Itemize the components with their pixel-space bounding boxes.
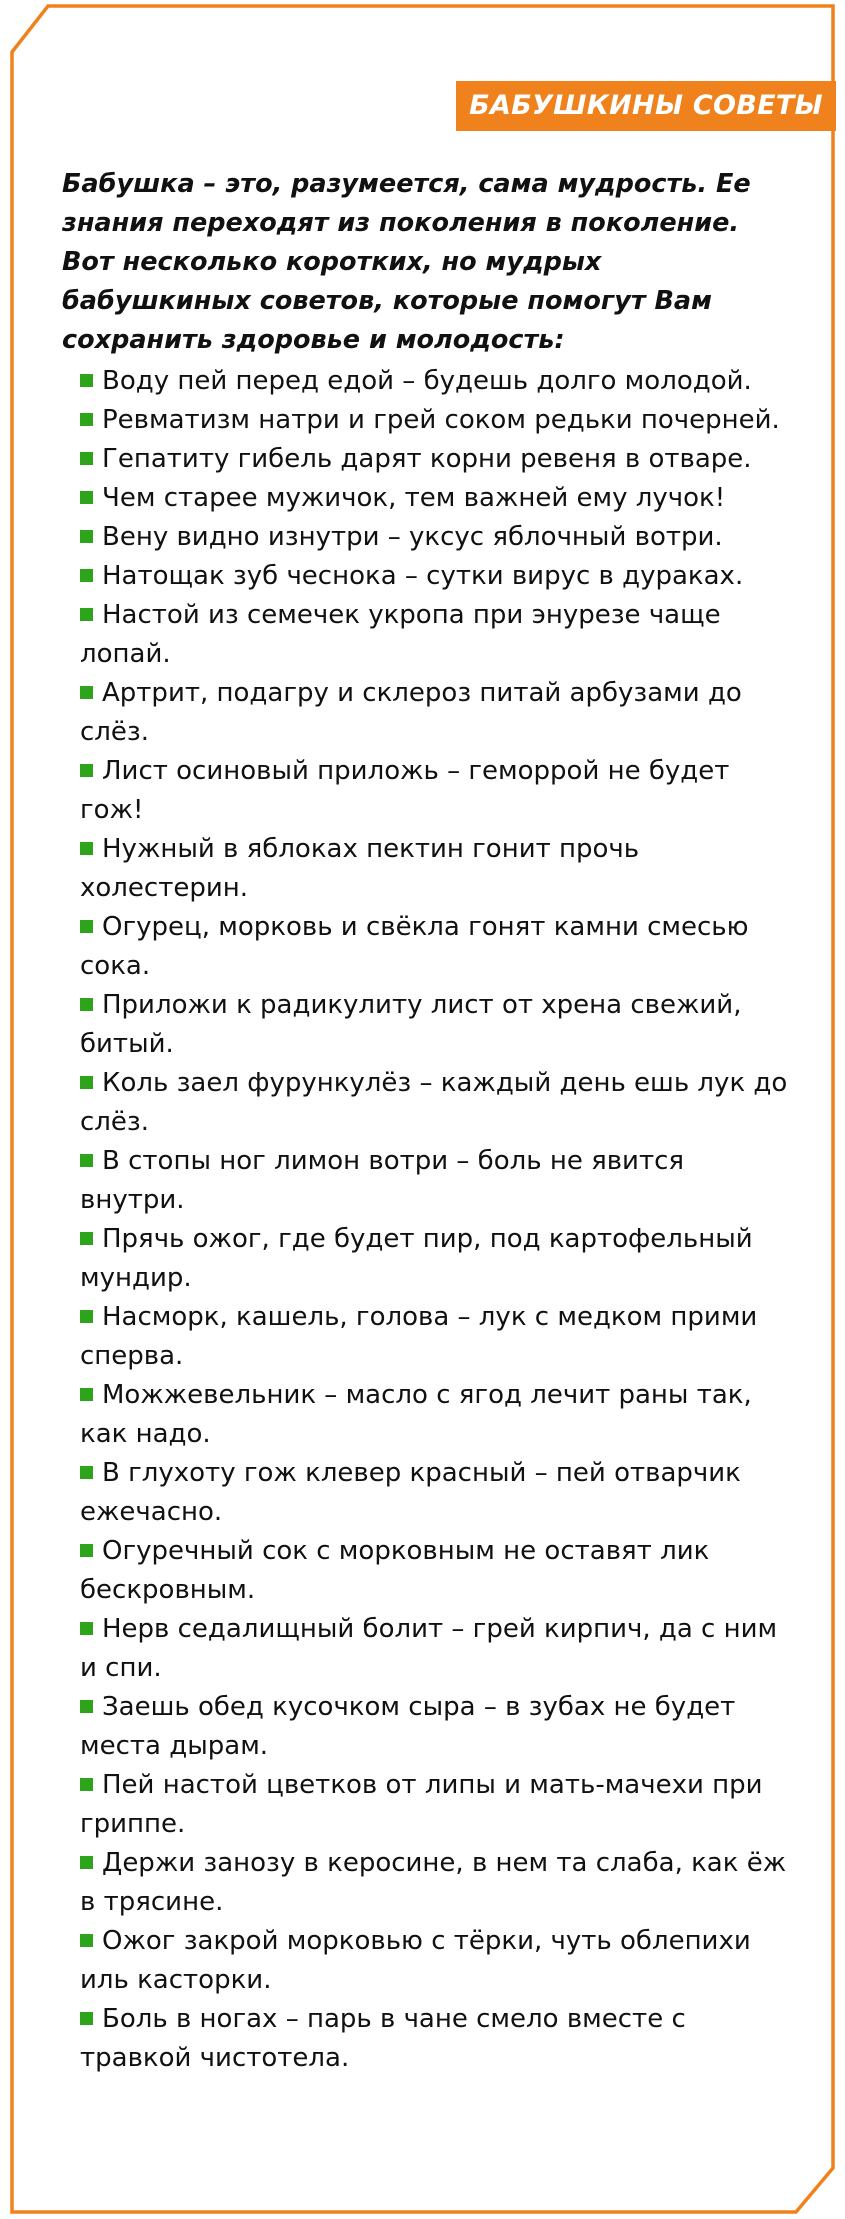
tip-item <box>80 986 792 1064</box>
section-title-badge: БАБУШКИНЫ СОВЕТЫ <box>456 81 836 131</box>
tip-text: Ревматизм натри и грей соком редьки почерней. <box>102 405 780 435</box>
green-square-bullet-icon <box>80 530 93 543</box>
green-square-bullet-icon <box>80 1388 93 1401</box>
green-square-bullet-icon <box>80 413 93 426</box>
tip-item <box>80 1142 792 1220</box>
tip-text: Прячь ожог, где будет пир, под картофельный мундир. <box>80 1224 753 1293</box>
green-square-bullet-icon <box>80 1622 93 1635</box>
green-square-bullet-icon <box>80 1778 93 1791</box>
green-square-bullet-icon <box>80 1154 93 1167</box>
tip-text: Артрит, подагру и склероз питай арбузами до слёз. <box>80 678 742 747</box>
green-square-bullet-icon <box>80 1700 93 1713</box>
tip-item <box>80 1532 792 1610</box>
green-square-bullet-icon <box>80 569 93 582</box>
tip-item <box>80 2000 792 2078</box>
green-square-bullet-icon <box>80 998 93 1011</box>
tip-text: Держи занозу в керосине, в нем та слаба, как ёж в трясине. <box>80 1848 787 1917</box>
green-square-bullet-icon <box>80 374 93 387</box>
tip-text: Насморк, кашель, голова – лук с медком прими сперва. <box>80 1302 758 1371</box>
tip-item <box>80 752 792 830</box>
tip-item <box>80 1922 792 2000</box>
tip-item <box>80 1376 792 1454</box>
green-square-bullet-icon <box>80 491 93 504</box>
tip-text: В стопы ног лимон вотри – боль не явится внутри. <box>80 1146 685 1215</box>
green-square-bullet-icon <box>80 1232 93 1245</box>
tip-item <box>80 401 792 440</box>
tip-item <box>80 440 792 479</box>
tip-text: Заешь обед кусочком сыра – в зубах не будет места дырам. <box>80 1692 736 1761</box>
green-square-bullet-icon <box>80 1310 93 1323</box>
tip-text: Приложи к радикулиту лист от хрена свежий, битый. <box>80 990 742 1059</box>
tip-text: В глухоту гож клевер красный – пей отварчик ежечасно. <box>80 1458 741 1527</box>
tip-text: Боль в ногах – парь в чане смело вместе с травкой чистотела. <box>80 2004 686 2073</box>
tip-text: Воду пей перед едой – будешь долго молодой. <box>102 366 752 396</box>
green-square-bullet-icon <box>80 1856 93 1869</box>
tip-item <box>80 1298 792 1376</box>
green-square-bullet-icon <box>80 1076 93 1089</box>
tip-text: Нерв седалищный болит – грей кирпич, да с ним и спи. <box>80 1614 778 1683</box>
tip-text: Огурец, морковь и свёкла гонят камни смесью сока. <box>80 912 749 981</box>
tip-item <box>80 557 792 596</box>
tip-item <box>80 1844 792 1922</box>
tip-text: Пей настой цветков от липы и мать-мачехи при гриппе. <box>80 1770 763 1839</box>
green-square-bullet-icon <box>80 452 93 465</box>
tip-text: Чем старее мужичок, тем важней ему лучок! <box>102 483 726 513</box>
tip-item <box>80 1610 792 1688</box>
green-square-bullet-icon <box>80 1466 93 1479</box>
intro-paragraph: Бабушка – это, разумеется, сама мудрость. Ее знания переходят из поколения в поколение. Вот несколько коротких, но мудрых бабушкиных советов, которые помогут Вам сохранить здоровье и молодость: <box>62 169 751 355</box>
tip-item <box>80 1064 792 1142</box>
tip-item <box>80 830 792 908</box>
tip-text: Гепатиту гибель дарят корни ревеня в отваре. <box>102 444 752 474</box>
tip-item <box>80 479 792 518</box>
tip-item <box>80 908 792 986</box>
tip-item <box>80 1454 792 1532</box>
tip-item <box>80 1688 792 1766</box>
tip-item <box>80 1220 792 1298</box>
tip-item <box>80 518 792 557</box>
tip-text: Натощак зуб чеснока – сутки вирус в дураках. <box>102 561 744 591</box>
green-square-bullet-icon <box>80 1544 93 1557</box>
tip-item <box>80 674 792 752</box>
tip-item <box>80 362 792 401</box>
tip-text: Вену видно изнутри – уксус яблочный вотри. <box>102 522 723 552</box>
green-square-bullet-icon <box>80 920 93 933</box>
green-square-bullet-icon <box>80 2012 93 2025</box>
tips-list <box>80 362 792 2078</box>
tip-text: Настой из семечек укропа при энурезе чаще лопай. <box>80 600 721 669</box>
green-square-bullet-icon <box>80 842 93 855</box>
green-square-bullet-icon <box>80 608 93 621</box>
green-square-bullet-icon <box>80 686 93 699</box>
tip-text: Нужный в яблоках пектин гонит прочь холестерин. <box>80 834 640 903</box>
tip-text: Лист осиновый приложь – геморрой не будет гож! <box>80 756 730 825</box>
tip-text: Ожог закрой морковью с тёрки, чуть облепихи иль касторки. <box>80 1926 751 1995</box>
tip-text: Можжевельник – масло с ягод лечит раны так, как надо. <box>80 1380 752 1449</box>
tip-item <box>80 1766 792 1844</box>
green-square-bullet-icon <box>80 764 93 777</box>
tip-text: Коль заел фурункулёз – каждый день ешь лук до слёз. <box>80 1068 788 1137</box>
tip-text: Огуречный сок с морковным не оставят лик бескровным. <box>80 1536 710 1605</box>
tip-item <box>80 596 792 674</box>
green-square-bullet-icon <box>80 1934 93 1947</box>
